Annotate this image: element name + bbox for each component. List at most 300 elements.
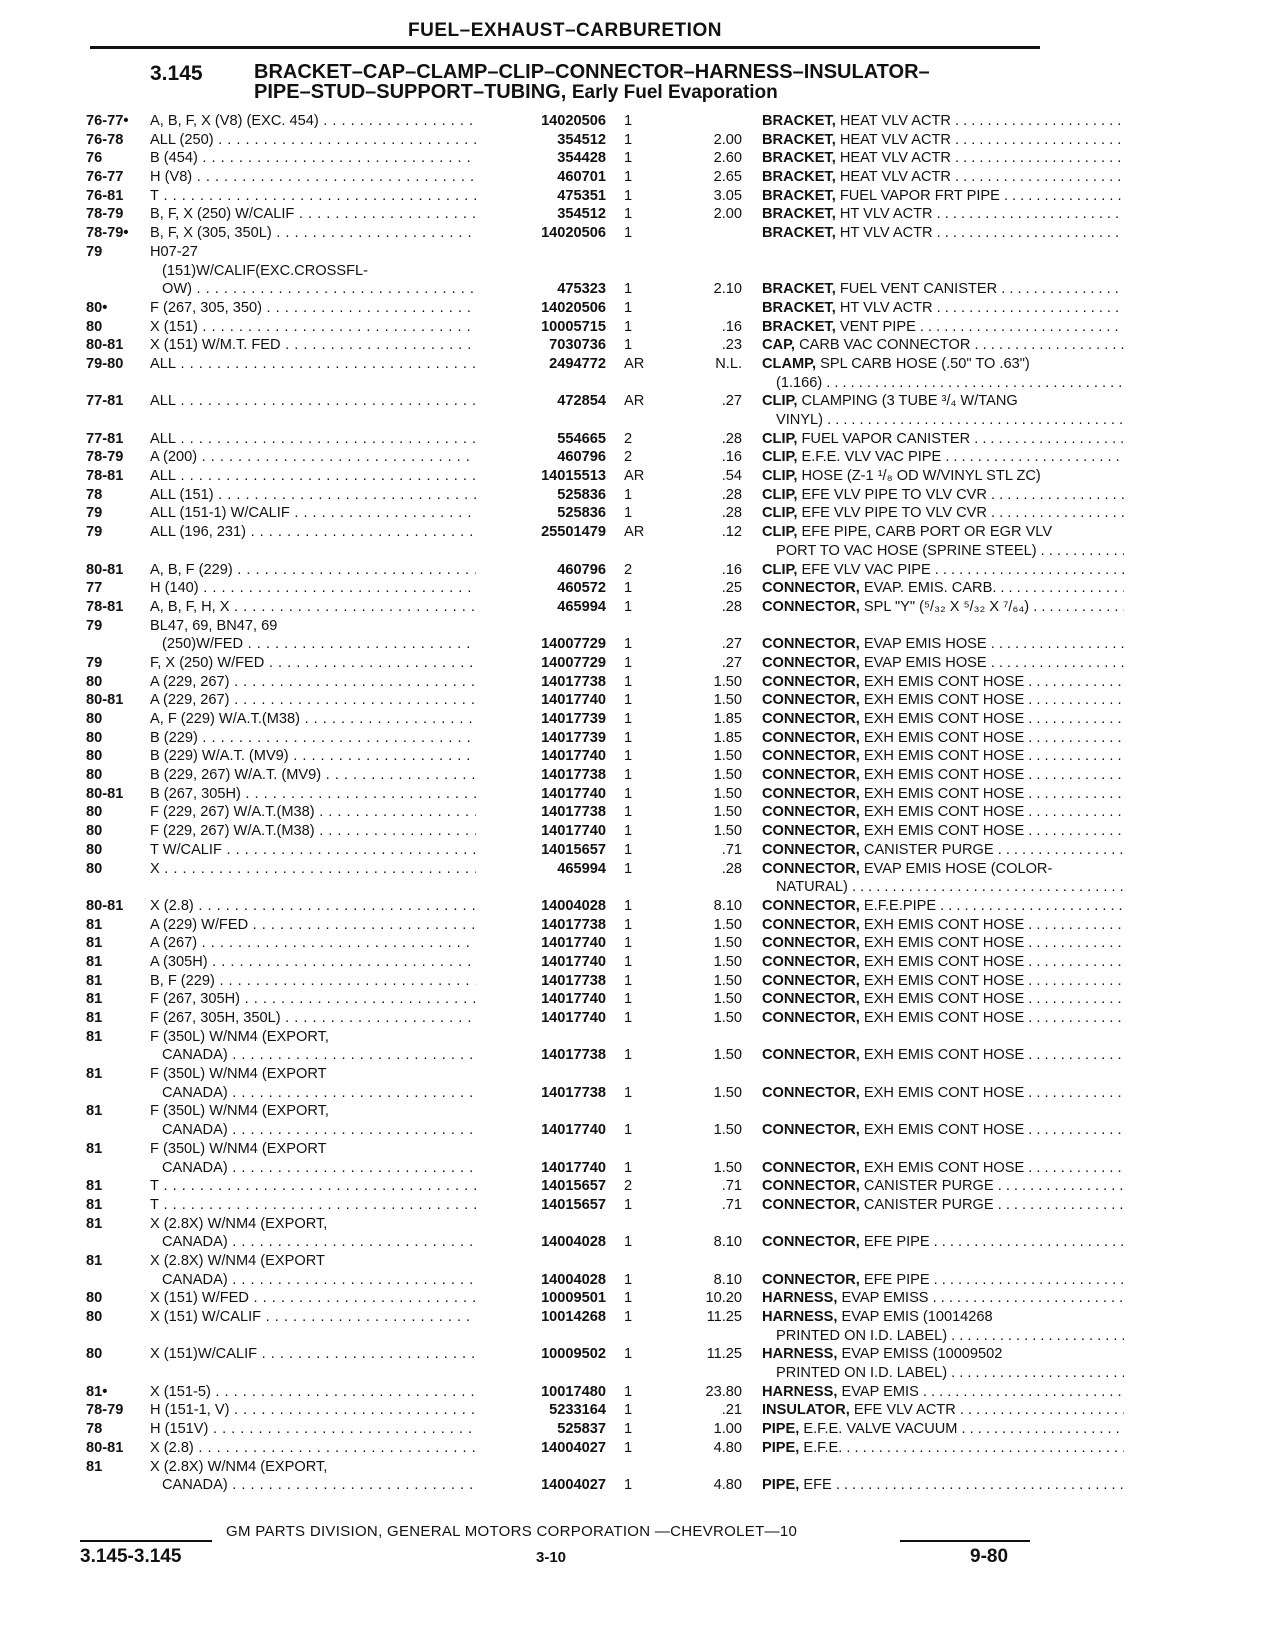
description (762, 523, 1124, 542)
application: X (151) W/M.T. FED . . . (150, 336, 476, 355)
part-number: 14020506 (541, 113, 606, 129)
parts-row (86, 1009, 1046, 1028)
quantity: 1 (624, 916, 633, 933)
application: F (267, 305, 350) . . . (150, 299, 476, 318)
quantity: 1 (624, 1346, 633, 1363)
price: .21 (721, 1402, 742, 1419)
application: F (267, 305H, 350L) . . . (150, 1009, 476, 1028)
parts-row (86, 112, 1046, 131)
price: 1.50 (713, 1159, 742, 1176)
application: A (305H) . . . (150, 953, 476, 972)
part-number: 14017740 (541, 1122, 606, 1139)
price: .27 (721, 636, 742, 653)
description-type: CONNECTOR, (762, 1234, 860, 1251)
parts-row (86, 1233, 1046, 1252)
year-range: 81 (86, 1458, 103, 1475)
parts-row (86, 990, 1046, 1009)
parts-row (86, 1252, 1046, 1271)
description (762, 561, 1124, 580)
description-detail: EVAP EMIS (10014268 (841, 1309, 993, 1325)
quantity: AR (624, 468, 645, 485)
part-number: 14015513 (541, 468, 606, 485)
part-number: 10014268 (541, 1309, 606, 1325)
description (762, 1476, 1124, 1495)
year-range: 81 (86, 1010, 103, 1026)
description-detail: EXH EMIS CONT HOSE (863, 953, 1025, 970)
quantity: 1 (624, 337, 633, 354)
description-type: PIPE, (762, 1439, 800, 1456)
year-range: 80 (86, 748, 103, 765)
parts-row (86, 1271, 1046, 1290)
price: 8.10 (713, 1271, 742, 1288)
parts-row (86, 1140, 1046, 1159)
description-detail: HT VLV ACTR (839, 206, 933, 223)
part-number: 14017740 (541, 935, 606, 952)
quantity: 1 (624, 598, 633, 615)
description (762, 392, 1124, 411)
year-range: 80 (86, 1309, 103, 1325)
price: 8.10 (713, 897, 742, 914)
subsection-title-line-1: BRACKET–CAP–CLAMP–CLIP–CONNECTOR–HARNESS–INSULATOR– (254, 61, 930, 83)
part-number: 460796 (557, 561, 606, 578)
application: X (151) W/CALIF . . . (150, 1308, 476, 1327)
price: .71 (721, 841, 742, 858)
subsection-title-line-2 (254, 82, 930, 103)
description (762, 299, 1124, 318)
description-detail: EFE VLV PIPE TO VLV CVR (801, 505, 987, 522)
quantity: 1 (624, 299, 633, 316)
description-type: CONNECTOR, (762, 972, 860, 989)
application: ALL . . . (150, 467, 476, 486)
description-detail: HEAT VLV ACTR (839, 169, 951, 186)
description-type: CONNECTOR, (762, 916, 860, 933)
parts-row (86, 1215, 1046, 1234)
description (762, 430, 1124, 449)
quantity: 2 (624, 1178, 633, 1195)
application: A (229) W/FED . . . (150, 916, 476, 935)
application: ALL (196, 231) . . . (150, 523, 476, 542)
description (762, 860, 1124, 879)
description-type: CONNECTOR, (762, 598, 860, 615)
part-number: 14015657 (541, 1196, 606, 1213)
description-detail: EXH EMIS CONT HOSE (863, 804, 1025, 821)
part-number: 14017740 (541, 1010, 606, 1026)
parts-row (86, 486, 1046, 505)
part-number: 354512 (557, 206, 606, 223)
year-range: 81 (86, 991, 103, 1008)
year-range: 78-79 (86, 206, 124, 223)
application: F (350L) W/NM4 (EXPORT, (150, 1103, 329, 1120)
price: 11.25 (706, 1309, 742, 1325)
description-type: CONNECTOR, (762, 1178, 860, 1195)
parts-row (86, 149, 1046, 168)
parts-row (86, 934, 1046, 953)
description-detail: (1.166) (776, 374, 823, 391)
quantity: 2 (624, 449, 633, 466)
year-range: 76-77• (86, 113, 129, 129)
description-type: CONNECTOR, (762, 729, 860, 746)
description (762, 729, 1124, 748)
description (762, 168, 1124, 187)
description-detail: EXH EMIS CONT HOSE (863, 935, 1025, 952)
parts-row (86, 1196, 1046, 1215)
part-number: 354512 (557, 131, 606, 148)
price: 2.65 (713, 169, 742, 186)
quantity: 1 (624, 729, 633, 746)
parts-row (86, 1159, 1046, 1178)
description-type: CLIP, (762, 449, 798, 466)
year-range: 80-81 (86, 561, 124, 578)
year-range: 77-81 (86, 393, 124, 410)
parts-row (86, 205, 1046, 224)
description (762, 990, 1124, 1009)
application: B (229) . . . (150, 729, 476, 748)
parts-row (86, 280, 1046, 299)
description-type: HARNESS, (762, 1383, 838, 1400)
quantity: AR (624, 524, 645, 541)
year-range: 80 (86, 1346, 103, 1363)
price: 11.25 (706, 1346, 742, 1363)
price: 23.80 (705, 1383, 742, 1400)
part-number: 460701 (557, 169, 606, 186)
description-type: CONNECTOR, (762, 897, 860, 914)
year-range: 80 (86, 804, 103, 821)
year-range: 80-81 (86, 1439, 124, 1456)
description (762, 785, 1124, 804)
parts-row (86, 411, 1046, 430)
application: BL47, 69, BN47, 69 (150, 617, 278, 634)
quantity: 1 (624, 225, 633, 242)
description-detail: EFE VLV ACTR (853, 1402, 956, 1419)
footer-section-range: 3.145-3.145 (80, 1546, 182, 1567)
description-detail: NATURAL) (776, 879, 848, 896)
part-number: 5233164 (549, 1402, 606, 1419)
description (762, 205, 1124, 224)
parts-row (86, 168, 1046, 187)
price: 1.50 (713, 991, 742, 1008)
description (762, 1046, 1124, 1065)
quantity: 1 (624, 1234, 633, 1251)
description-type: CONNECTOR, (762, 692, 860, 709)
quantity: 1 (624, 1290, 633, 1307)
description-type: BRACKET, (762, 169, 836, 186)
quantity: 1 (624, 654, 633, 671)
parts-row (86, 374, 1046, 393)
description-detail: CANISTER PURGE (863, 1178, 994, 1195)
description (762, 486, 1124, 505)
application: A (229, 267) . . . (150, 691, 476, 710)
part-number: 14017740 (541, 953, 606, 970)
quantity: 1 (624, 281, 633, 298)
quantity: 1 (624, 150, 633, 167)
description (762, 598, 1124, 617)
description-type: CONNECTOR, (762, 785, 860, 802)
part-number: 465994 (557, 860, 606, 877)
price: .28 (721, 430, 742, 447)
application: A, B, F (229) . . . (150, 561, 476, 580)
price: 4.80 (713, 1439, 742, 1456)
application: CANADA) . . . (150, 1121, 476, 1140)
price: 1.50 (713, 767, 742, 784)
price: 1.50 (713, 785, 742, 802)
part-number: 14017740 (541, 991, 606, 1008)
parts-row (86, 1383, 1046, 1402)
description-type: HARNESS, (762, 1290, 838, 1307)
description-type: CONNECTOR, (762, 1010, 860, 1026)
subsection-title-part-a: PIPE–STUD–SUPPORT–TUBING, (254, 81, 567, 103)
quantity: 1 (624, 953, 633, 970)
description-detail: CARB VAC CONNECTOR (799, 337, 971, 354)
year-range: 80• (86, 299, 108, 316)
description-detail: HT VLV ACTR (839, 225, 933, 242)
description (762, 897, 1124, 916)
description-detail: EXH EMIS CONT HOSE (863, 1122, 1025, 1139)
quantity: 1 (624, 169, 633, 186)
description (762, 1364, 1124, 1383)
price: 1.50 (713, 1122, 742, 1139)
application: B, F, X (250) W/CALIF . . . (150, 205, 476, 224)
description (762, 149, 1124, 168)
year-range: 80-81 (86, 692, 124, 709)
parts-row (86, 561, 1046, 580)
description-detail: SPL "Y" (⁵/₃₂ X ⁵/₃₂ X ⁷/₆₄) (863, 598, 1030, 615)
year-range: 78 (86, 486, 103, 503)
application: ALL (151-1) W/CALIF . . . (150, 504, 476, 523)
description-detail: SPL CARB HOSE (.50" TO .63") (820, 355, 1030, 372)
application: CANADA) . . . (150, 1046, 476, 1065)
year-range: 81 (86, 916, 103, 933)
application: CANADA) . . . (150, 1159, 476, 1178)
application: H (151V) . . . (150, 1420, 476, 1439)
application: CANADA) . . . (150, 1271, 476, 1290)
part-number: 14004027 (541, 1477, 606, 1494)
description-detail: E.F.E. (803, 1439, 843, 1456)
application: T . . . (150, 1196, 476, 1215)
description (762, 953, 1124, 972)
year-range: 80 (86, 841, 103, 858)
description (762, 803, 1124, 822)
description-type: CLIP, (762, 486, 798, 503)
description-detail: EXH EMIS CONT HOSE (863, 692, 1025, 709)
year-range: 77 (86, 580, 103, 597)
application: B, F, X (305, 350L) . . . (150, 224, 476, 243)
quantity: 1 (624, 1477, 633, 1494)
year-range: 81 (86, 1215, 103, 1232)
description (762, 934, 1124, 953)
description-type: CLAMP, (762, 355, 817, 372)
parts-row (86, 467, 1046, 486)
year-range: 81 (86, 1196, 103, 1213)
description (762, 224, 1124, 243)
parts-row (86, 598, 1046, 617)
quantity: 1 (624, 187, 633, 204)
year-range: 80-81 (86, 785, 124, 802)
quantity: AR (624, 355, 645, 372)
application: ALL (250) . . . (150, 131, 476, 150)
part-number: 14004028 (541, 897, 606, 914)
parts-row (86, 841, 1046, 860)
price: 1.50 (713, 935, 742, 952)
part-number: 14020506 (541, 225, 606, 242)
part-number: 14020506 (541, 299, 606, 316)
description-type: CLIP, (762, 505, 798, 522)
application: X (151) . . . (150, 318, 476, 337)
application: H (151-1, V) . . . (150, 1401, 476, 1420)
year-range: 80 (86, 673, 103, 690)
description-detail: EVAP EMIS (841, 1383, 919, 1400)
description-detail: HT VLV ACTR (839, 299, 933, 316)
description-type: INSULATOR, (762, 1402, 850, 1419)
quantity: 1 (624, 1439, 633, 1456)
parts-row (86, 1327, 1046, 1346)
description (762, 280, 1124, 299)
description-detail: EFE PIPE (863, 1234, 930, 1251)
parts-row (86, 523, 1053, 542)
description-type: CONNECTOR, (762, 804, 860, 821)
quantity: 1 (624, 131, 633, 148)
application: B (229, 267) W/A.T. (MV9) . . . (150, 766, 476, 785)
description (762, 467, 1124, 486)
part-number: 2494772 (549, 355, 606, 372)
description-detail: CLAMPING (3 TUBE ³/₄ W/TANG (801, 393, 1018, 410)
application: F, X (250) W/FED . . . (150, 654, 476, 673)
part-number: 14017740 (541, 823, 606, 840)
parts-row (86, 1177, 1046, 1196)
description-detail: PRINTED ON I.D. LABEL) (776, 1327, 948, 1344)
quantity: 1 (624, 1402, 633, 1419)
part-number: 14017740 (541, 748, 606, 765)
year-range: 78-81 (86, 598, 124, 615)
year-range: 78-79• (86, 225, 129, 242)
year-range: 76-78 (86, 131, 124, 148)
year-range: 79 (86, 654, 103, 671)
parts-row (86, 579, 1046, 598)
parts-row (86, 1401, 1046, 1420)
description-type: BRACKET, (762, 299, 836, 316)
description-detail: EFE (803, 1477, 832, 1494)
price: 2.00 (713, 206, 742, 223)
application: ALL . . . (150, 392, 476, 411)
parts-row (86, 897, 1046, 916)
description-detail: EFE VLV VAC PIPE (801, 561, 931, 578)
description (762, 579, 1124, 598)
description-type: BRACKET, (762, 113, 836, 129)
parts-row (86, 1046, 1046, 1065)
description-detail: E.F.E.PIPE (863, 897, 937, 914)
application: F (350L) W/NM4 (EXPORT (150, 1066, 327, 1083)
application: H (140) . . . (150, 579, 476, 598)
description-detail: EXH EMIS CONT HOSE (863, 972, 1025, 989)
description-detail: EXH EMIS CONT HOSE (863, 916, 1025, 933)
application: ALL . . . (150, 430, 476, 449)
description-type: CONNECTOR, (762, 841, 860, 858)
quantity: 1 (624, 804, 633, 821)
parts-row (86, 766, 1046, 785)
description (762, 766, 1124, 785)
parts-row (86, 1102, 1046, 1121)
year-range: 80 (86, 860, 103, 877)
year-range: 78-79 (86, 449, 124, 466)
part-number: 14007729 (541, 654, 606, 671)
price: .54 (721, 468, 742, 485)
year-range: 79 (86, 505, 103, 522)
price: 3.05 (713, 187, 742, 204)
price: .28 (721, 505, 742, 522)
description-type: CONNECTOR, (762, 711, 860, 727)
quantity: 1 (624, 748, 633, 765)
description (762, 1308, 1124, 1327)
application: CANADA) . . . (150, 1084, 476, 1103)
description (762, 1271, 1124, 1290)
parts-row (86, 654, 1046, 673)
parts-row (86, 336, 1046, 355)
quantity: 1 (624, 692, 633, 709)
parts-row (86, 1308, 1046, 1327)
description-type: BRACKET, (762, 187, 836, 204)
application: F (350L) W/NM4 (EXPORT (150, 1140, 327, 1157)
quantity: 1 (624, 841, 633, 858)
part-number: 14017738 (541, 916, 606, 933)
parts-row (86, 972, 1046, 991)
part-number: 354428 (557, 150, 606, 167)
description-detail: HEAT VLV ACTR (839, 113, 951, 129)
application: H (V8) . . . (150, 168, 476, 187)
part-number: 14004027 (541, 1439, 606, 1456)
part-number: 14004028 (541, 1271, 606, 1288)
application: X (2.8X) W/NM4 (EXPORT, (150, 1215, 328, 1232)
year-range: 81 (86, 1252, 103, 1269)
description (762, 355, 1124, 374)
part-number: 14017738 (541, 1084, 606, 1101)
description-detail: EXH EMIS CONT HOSE (863, 673, 1025, 690)
parts-row (86, 635, 1046, 654)
description-detail: EXH EMIS CONT HOSE (863, 785, 1025, 802)
part-number: 7030736 (549, 337, 606, 354)
description-detail: HOSE (Z-1 ¹/₈ OD W/VINYL STL ZC) (801, 468, 1041, 485)
application: A (229, 267) . . . (150, 673, 476, 692)
parts-row (86, 1458, 1046, 1477)
quantity: 1 (624, 860, 633, 877)
year-range: 78 (86, 1421, 103, 1438)
parts-row (86, 860, 1053, 879)
description-detail: EXH EMIS CONT HOSE (863, 729, 1025, 746)
description (762, 1159, 1124, 1178)
quantity: 1 (624, 1010, 633, 1026)
quantity: 1 (624, 636, 633, 653)
description-type: CONNECTOR, (762, 748, 860, 765)
parts-row (86, 1364, 1046, 1383)
description-detail: EXH EMIS CONT HOSE (863, 1047, 1025, 1064)
part-number: 14017740 (541, 1159, 606, 1176)
parts-row (86, 448, 1046, 467)
part-number: 10005715 (541, 318, 606, 335)
price: 1.50 (713, 823, 742, 840)
parts-row (86, 1065, 1046, 1084)
application: T W/CALIF . . . (150, 841, 476, 860)
subsection-title-part-b: Early Fuel Evaporation (571, 82, 778, 103)
description-type: CONNECTOR, (762, 1047, 860, 1064)
price: 1.50 (713, 1047, 742, 1064)
page-header (90, 20, 1040, 49)
parts-row (86, 504, 1046, 523)
quantity: 1 (624, 318, 633, 335)
application: B (267, 305H) . . . (150, 785, 476, 804)
year-range: 80-81 (86, 337, 124, 354)
quantity: 1 (624, 972, 633, 989)
part-number: 14017740 (541, 785, 606, 802)
year-range: 79-80 (86, 355, 124, 372)
parts-row (86, 1476, 1046, 1495)
